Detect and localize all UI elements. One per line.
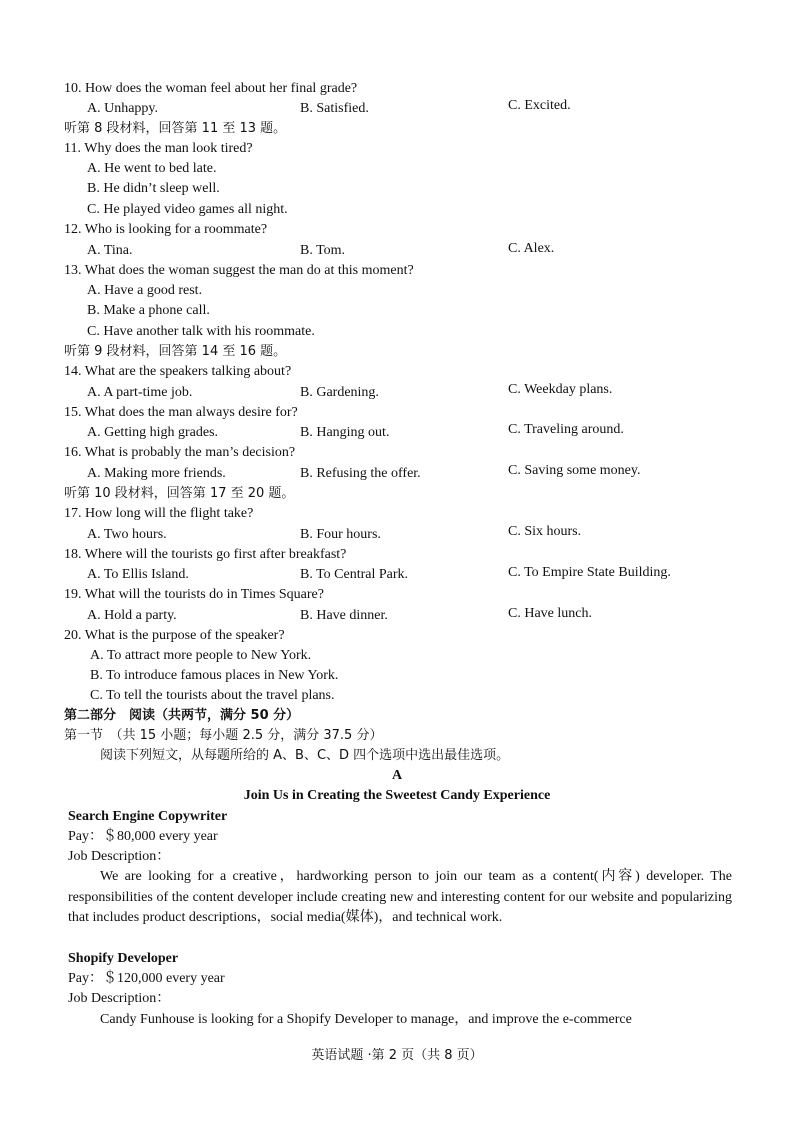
job-2-pay: Pay：＄120,000 every year: [68, 971, 225, 986]
question-10-option-a: A. Unhappy.: [87, 101, 159, 116]
question-18-option-a: A. To Ellis Island.: [87, 567, 189, 582]
question-12-option-a: A. Tina.: [87, 243, 133, 258]
job-1-description-label: Job Description：: [68, 849, 171, 864]
section-10-instruction: 听第 10 段材料，回答第 17 至 20 题。: [64, 486, 295, 501]
question-11-stem: 11. Why does the man look tired?: [64, 141, 253, 156]
question-14-option-c: C. Weekday plans.: [508, 382, 613, 397]
question-19-option-b: B. Have dinner.: [300, 608, 388, 623]
section-8-instruction: 听第 8 段材料，回答第 11 至 13 题。: [64, 121, 287, 136]
question-10-option-c: C. Excited.: [508, 98, 571, 113]
question-18-option-c: C. To Empire State Building.: [508, 565, 671, 580]
question-19-stem: 19. What will the tourists do in Times Square?: [64, 587, 324, 602]
question-17-option-a: A. Two hours.: [87, 527, 167, 542]
page-footer: 英语试题 ·第 2 页（共 8 页）: [311, 1048, 483, 1063]
question-11-option-c: C. He played video games all night.: [87, 202, 288, 217]
question-13-option-a: A. Have a good rest.: [87, 283, 203, 298]
question-12-option-c: C. Alex.: [508, 241, 555, 256]
passage-title: Join Us in Creating the Sweetest Candy Experience: [243, 788, 551, 803]
question-12-option-b: B. Tom.: [300, 243, 346, 258]
question-19-option-a: A. Hold a party.: [87, 608, 177, 623]
question-10-stem: 10. How does the woman feel about her final grade?: [64, 81, 358, 96]
question-20-option-c: C. To tell the tourists about the travel plans.: [90, 688, 335, 703]
job-2-description: Candy Funhouse is looking for a Shopify Developer to manage，and improve the e-commerce: [100, 1012, 632, 1027]
job-1-description: We are looking for a creative，hardworking person to join our team as a content(内容) developer. The responsibilities of the content developer include creating new and interesting content for our website and popularizing that includes product descriptions，social media(媒体)，and technical work.: [68, 869, 732, 925]
question-15-stem: 15. What does the man always desire for?: [64, 405, 298, 420]
question-14-option-b: B. Gardening.: [300, 385, 379, 400]
question-18-stem: 18. Where will the tourists go first after breakfast?: [64, 547, 347, 562]
job-2-title: Shopify Developer: [68, 951, 179, 966]
question-16-stem: 16. What is probably the man’s decision?: [64, 445, 296, 460]
part-two-title: 第二部分 阅读（共两节，满分 50 分）: [64, 708, 300, 723]
question-14-stem: 14. What are the speakers talking about?: [64, 364, 292, 379]
question-17-option-b: B. Four hours.: [300, 527, 381, 542]
question-12-stem: 12. Who is looking for a roommate?: [64, 222, 268, 237]
reading-instruction: 阅读下列短文，从每题所给的 A、B、C、D 四个选项中选出最佳选项。: [100, 748, 510, 763]
job-1-title: Search Engine Copywriter: [68, 809, 228, 824]
question-17-option-c: C. Six hours.: [508, 524, 582, 539]
question-16-option-c: C. Saving some money.: [508, 463, 641, 478]
question-13-option-b: B. Make a phone call.: [87, 303, 210, 318]
question-13-option-c: C. Have another talk with his roommate.: [87, 324, 315, 339]
question-20-option-b: B. To introduce famous places in New York.: [90, 668, 339, 683]
question-11-option-b: B. He didn’t sleep well.: [87, 181, 220, 196]
question-15-option-a: A. Getting high grades.: [87, 425, 219, 440]
passage-letter: A: [391, 768, 403, 783]
section-9-instruction: 听第 9 段材料，回答第 14 至 16 题。: [64, 344, 287, 359]
job-2-description-label: Job Description：: [68, 991, 171, 1006]
question-11-option-a: A. He went to bed late.: [87, 161, 217, 176]
question-19-option-c: C. Have lunch.: [508, 606, 592, 621]
question-20-stem: 20. What is the purpose of the speaker?: [64, 628, 285, 643]
section-one-title: 第一节 （共 15 小题；每小题 2.5 分，满分 37.5 分）: [64, 728, 383, 743]
question-14-option-a: A. A part-time job.: [87, 385, 193, 400]
question-18-option-b: B. To Central Park.: [300, 567, 409, 582]
question-16-option-b: B. Refusing the offer.: [300, 466, 421, 481]
question-15-option-c: C. Traveling around.: [508, 422, 624, 437]
question-16-option-a: A. Making more friends.: [87, 466, 226, 481]
job-1-pay: Pay：＄80,000 every year: [68, 829, 218, 844]
question-17-stem: 17. How long will the flight take?: [64, 506, 254, 521]
question-15-option-b: B. Hanging out.: [300, 425, 390, 440]
question-13-stem: 13. What does the woman suggest the man do at this moment?: [64, 263, 414, 278]
question-10-option-b: B. Satisfied.: [300, 101, 369, 116]
question-20-option-a: A. To attract more people to New York.: [90, 648, 312, 663]
